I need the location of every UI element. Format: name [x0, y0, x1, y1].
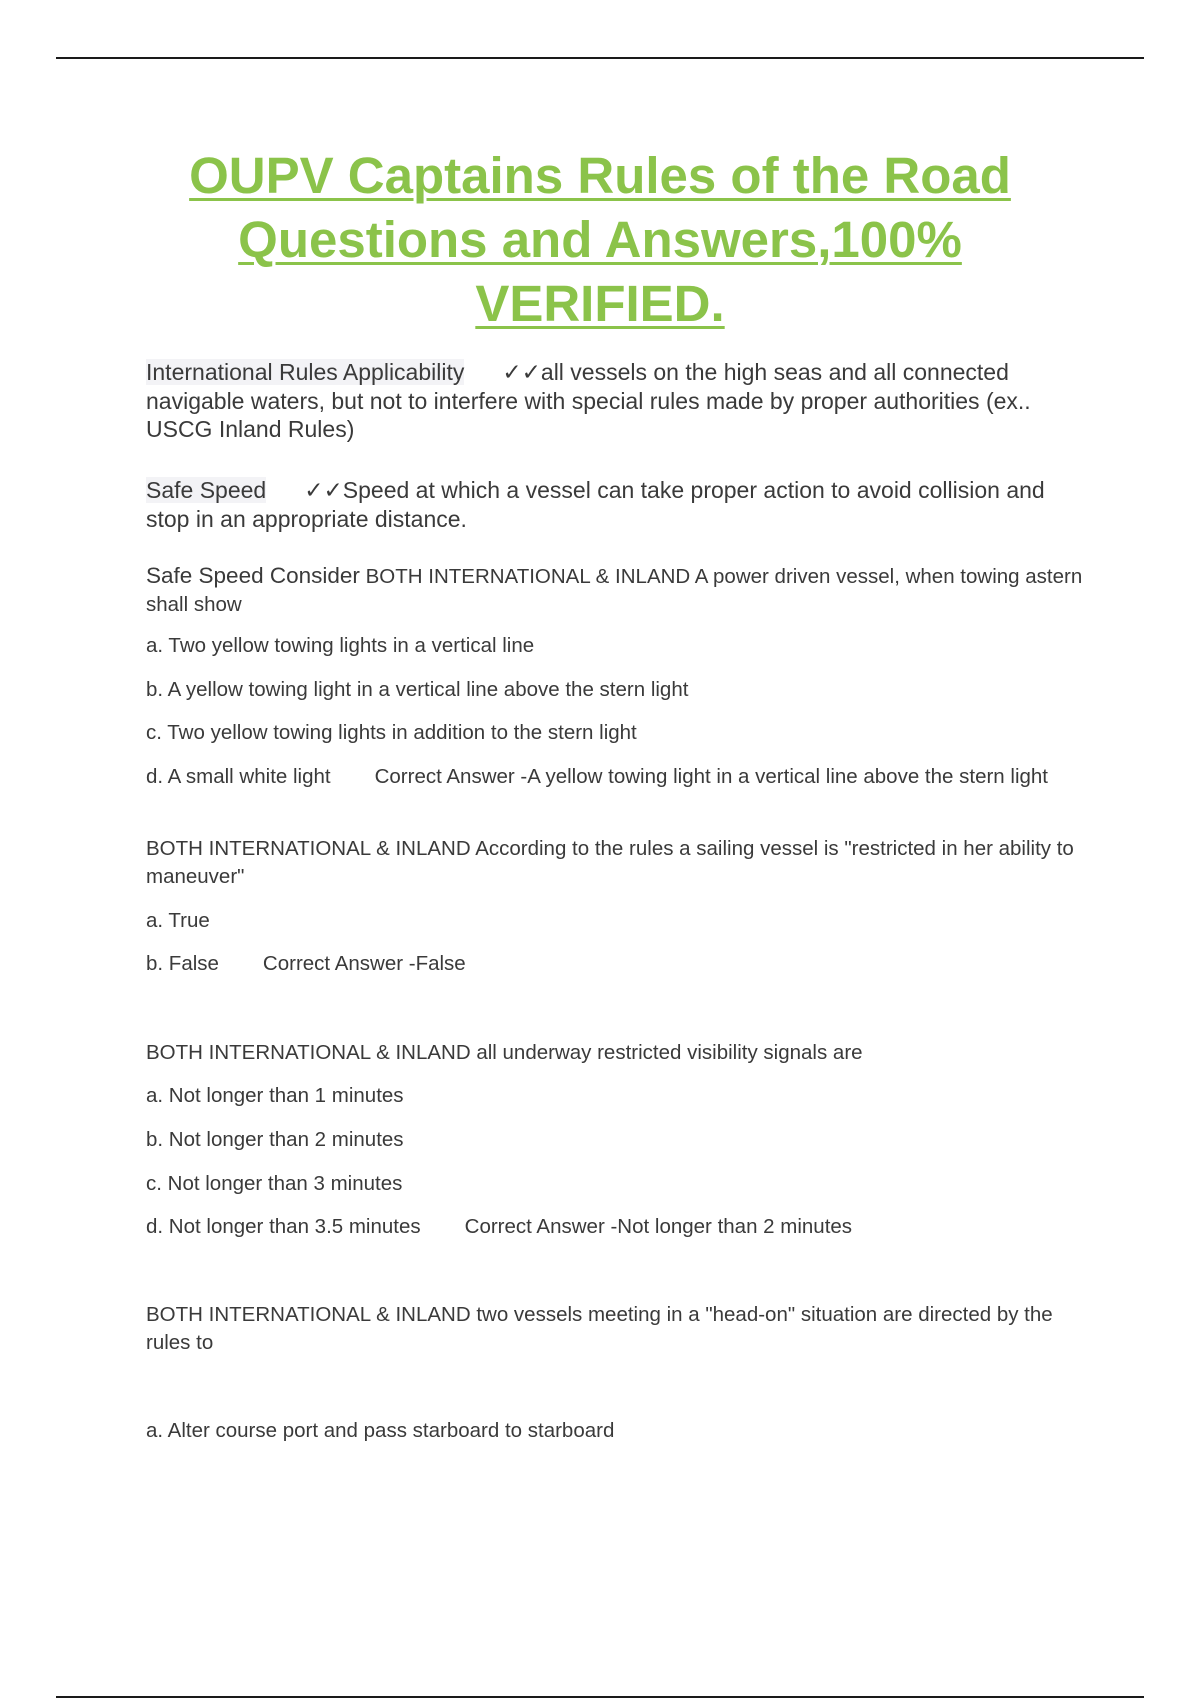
option-d: d. Not longer than 3.5 minutes — [146, 1215, 421, 1238]
flashcard-international-rules — [146, 358, 1086, 443]
question-towing-lights — [146, 562, 1086, 619]
option-b-with-answer — [146, 950, 1086, 978]
flashcard-definition: Speed at which a vessel can take proper action to avoid collision and stop in an appropriate distance. — [146, 477, 1045, 532]
flashcard-term: Safe Speed — [146, 477, 267, 503]
question-text: BOTH INTERNATIONAL & INLAND A power driven vessel, when towing astern shall show — [146, 565, 1083, 616]
option-c: c. Two yellow towing lights in addition to the stern light — [146, 721, 637, 744]
option-a: a. Alter course port and pass starboard to starboard — [146, 1419, 615, 1442]
title-line-3: VERIFIED. — [475, 275, 725, 332]
option-b: b. False — [146, 952, 219, 975]
option-a: a. Two yellow towing lights in a vertical line — [146, 634, 535, 657]
flashcard-safe-speed — [146, 476, 1086, 533]
correct-answer: Correct Answer -Not longer than 2 minutes — [464, 1215, 853, 1238]
question-sailing-vessel: BOTH INTERNATIONAL & INLAND According to the rules a sailing vessel is "restricted in her ability to maneuver" — [146, 837, 1074, 888]
double-check-icon: ✓✓ — [502, 360, 541, 386]
option-c: c. Not longer than 3 minutes — [146, 1172, 403, 1195]
double-check-icon: ✓✓ — [304, 478, 343, 504]
top-divider — [56, 57, 1144, 59]
correct-answer: Correct Answer -False — [262, 952, 466, 975]
question-restricted-visibility: BOTH INTERNATIONAL & INLAND all underway restricted visibility signals are — [146, 1041, 863, 1064]
title-line-1: OUPV Captains Rules of the Road — [189, 147, 1011, 204]
option-d-with-answer — [146, 1213, 1086, 1241]
flashcard-definition: all vessels on the high seas and all connected navigable waters, but not to interfere with special rules made by proper authorities (ex.. USCG Inland Rules) — [146, 359, 1031, 442]
question-lead: Safe Speed Consider — [146, 563, 360, 588]
option-d-with-answer — [146, 763, 1086, 791]
bottom-divider — [56, 1696, 1144, 1698]
option-b: b. A yellow towing light in a vertical line above the stern light — [146, 678, 689, 701]
flashcard-term: International Rules Applicability — [146, 359, 465, 385]
option-b: b. Not longer than 2 minutes — [146, 1128, 404, 1151]
option-a: a. Not longer than 1 minutes — [146, 1084, 404, 1107]
question-head-on: BOTH INTERNATIONAL & INLAND two vessels meeting in a "head-on" situation are directed by the rules to — [146, 1303, 1053, 1354]
title-line-2: Questions and Answers,100% — [238, 211, 962, 268]
option-a: a. True — [146, 909, 210, 932]
correct-answer: Correct Answer -A yellow towing light in a vertical line above the stern light — [374, 765, 1049, 788]
document-title — [120, 144, 1080, 336]
option-d: d. A small white light — [146, 765, 331, 788]
